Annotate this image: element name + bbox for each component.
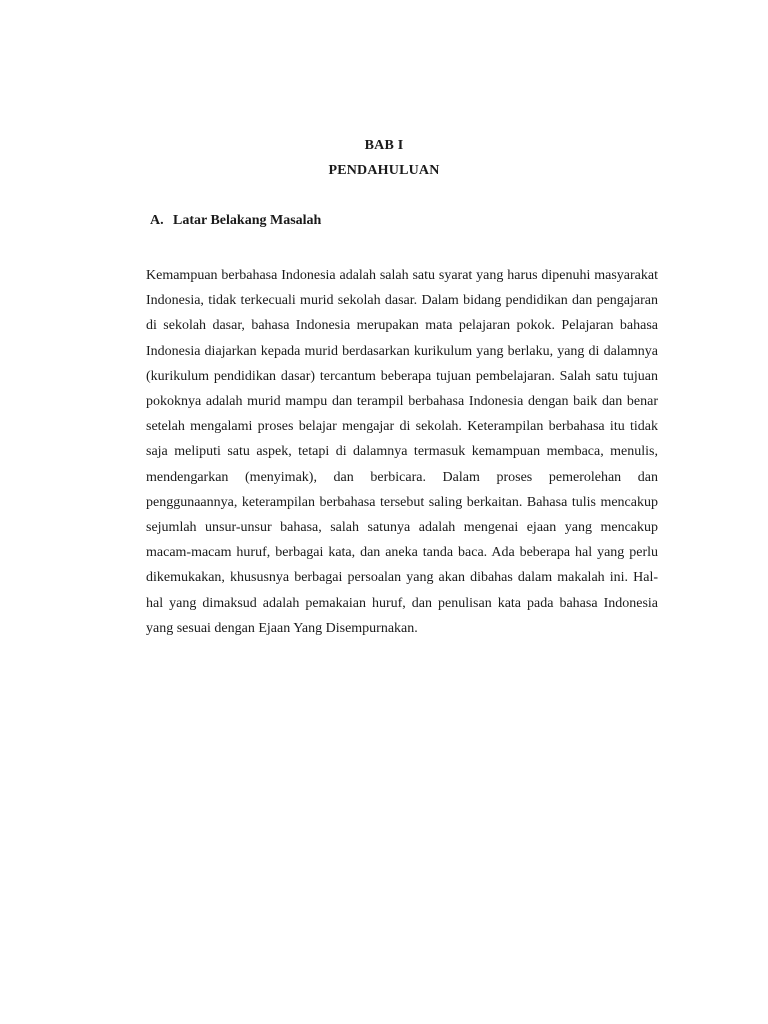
body-paragraph: Kemampuan berbahasa Indonesia adalah salah satu syarat yang harus dipenuhi masyarakat Indonesia, tidak terkecuali murid sekolah dasar. Dalam bidang pendidikan dan pengajaran di sekolah dasar, bahasa Indonesia merupakan mata pelajaran pokok. Pelajaran bahasa Indonesia diajarkan kepada murid berdasarkan kurikulum yang berlaku, yang di dalamnya (kurikulum pendidikan dasar) tercantum beberapa tujuan pembelajaran. Salah satu tujuan pokoknya adalah murid mampu dan terampil berbahasa Indonesia dengan baik dan benar setelah mengalami proses belajar mengajar di sekolah. Keterampilan berbahasa itu tidak saja meliputi satu aspek, tetapi di dalamnya termasuk kemampuan membaca, menulis, mendengarkan (menyimak), dan berbicara. Dalam proses pemerolehan dan penggunaannya, keterampilan berbahasa tersebut saling berkaitan. Bahasa tulis mencakup sejumlah unsur-unsur bahasa, salah satunya adalah mengenai ejaan yang mencakup macam-macam huruf, berbagai kata, dan aneka tanda baca. Ada beberapa hal yang perlu dikemukakan, khususnya berbagai persoalan yang akan dibahas dalam makalah ini. Hal-hal yang dimaksud adalah pemakaian huruf, dan penulisan kata pada bahasa Indonesia yang sesuai dengan Ejaan Yang Disempurnakan. bbox=[146, 268, 658, 636]
section-letter: A. bbox=[150, 213, 164, 228]
section-heading bbox=[150, 213, 321, 229]
chapter-title: PENDAHULUAN bbox=[328, 163, 440, 178]
chapter-number: BAB I bbox=[364, 138, 404, 153]
section-title: Latar Belakang Masalah bbox=[173, 213, 322, 228]
